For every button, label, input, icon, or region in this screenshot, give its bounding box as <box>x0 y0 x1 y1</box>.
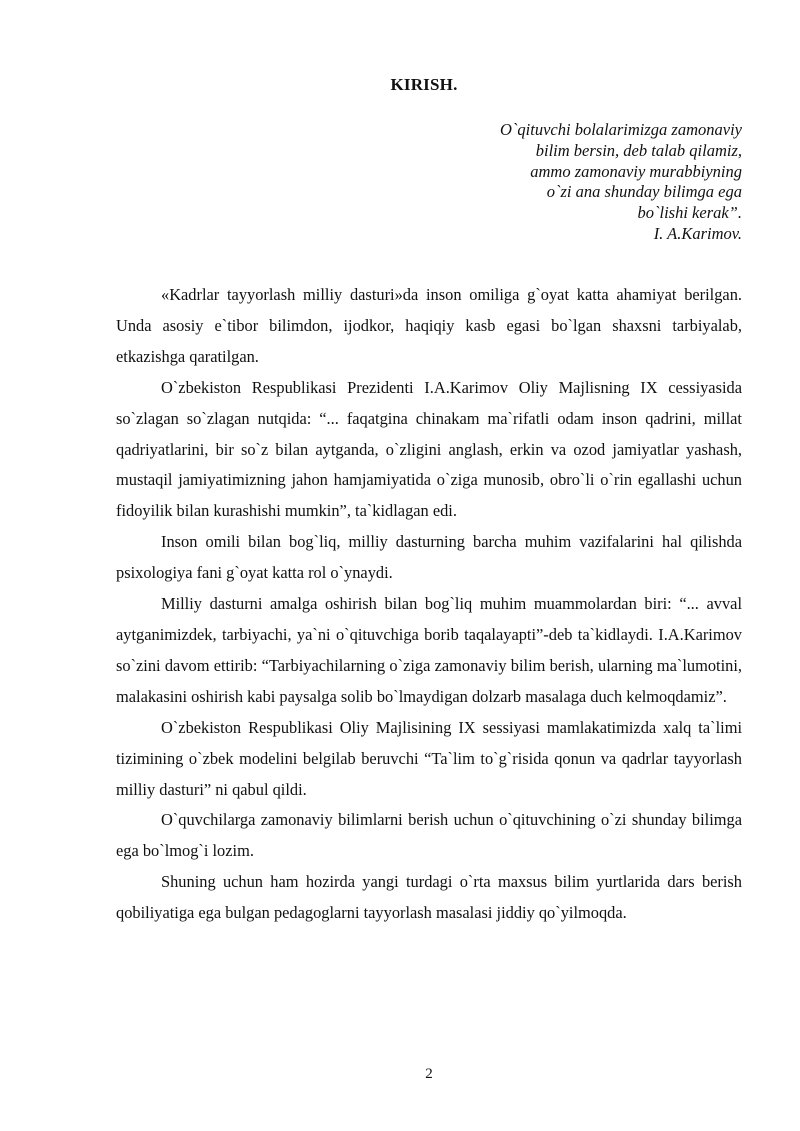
paragraph: Milliy dasturni amalga oshirish bilan bog`liq muhim muammolardan biri: “... avval aytganimizdek, tarbiyachi, ya`ni o`qituvchiga borib taqalayapti”-deb ta`kidlaydi. I.A.Karimov so`zini davom ettirib: “Tarbiyachilarning o`ziga zamonaviy bilim berish, ularning ma`lumotini, malakasini oshirish kabi paysalga solib bo`lmaydigan dolzarb masalaga duch kelmoqdamiz”. <box>116 594 742 706</box>
epigraph-line: bo`lishi kerak”. <box>637 203 742 223</box>
epigraph <box>322 120 742 245</box>
page-number: 2 <box>425 1066 433 1082</box>
epigraph-line: o`zi ana shunday bilimga ega <box>546 182 742 202</box>
paragraph: O`zbekiston Respublikasi Oliy Majlisining IX sessiyasi mamlakatimizda xalq ta`limi tizimining o`zbek modelini belgilab beruvchi “Ta`lim to`g`risida qonun va qadrlar tayyorlash milliy dasturi” ni qabul qildi. <box>116 717 742 799</box>
body-text <box>116 280 742 929</box>
paragraph: Shuning uchun ham hozirda yangi turdagi o`rta maxsus bilim yurtlarida dars berish qobiliyatiga ega bulgan pedagoglarni tayyorlash masalasi jiddiy qo`yilmoqda. <box>116 872 742 923</box>
epigraph-author: I. A.Karimov. <box>653 223 742 243</box>
paragraph: «Kadrlar tayyorlash milliy dasturi»da inson omiliga g`oyat katta ahamiyat berilgan. Unda asosiy e`tibor bilimdon, ijodkor, haqiqiy kasb egasi bo`lgan shaxsni tarbiyalab, etkazishga qaratilgan. <box>116 285 742 366</box>
paragraph: Inson omili bilan bog`liq, milliy dasturning barcha muhim vazifalarini hal qilishda psixologiya fani g`oyat katta rol o`ynaydi. <box>116 532 742 583</box>
epigraph-line: O`qituvchi bolalarimizga zamonaviy <box>500 120 742 139</box>
page-title: KIRISH. <box>390 75 458 94</box>
epigraph-line: ammo zamonaviy murabbiyning <box>530 161 742 181</box>
epigraph-line: bilim bersin, deb talab qilamiz, <box>535 140 742 160</box>
paragraph: O`quvchilarga zamonaviy bilimlarni berish uchun o`qituvchining o`zi shunday bilimga ega bo`lmog`i lozim. <box>116 810 742 861</box>
paragraph: O`zbekiston Respublikasi Prezidenti I.A.Karimov Oliy Majlisning IX cessiyasida so`zlagan so`zlagan nutqida: “... faqatgina chinakam ma`rifatli odam inson qadrini, millat qadriyatlarini, bir so`z bilan aytganda, o`zligini anglash, erkin va ozod jamiyatlar yashash, mustaqil jamiyatimizning jahon hamjamiyatida o`ziga munosib, obro`li o`rin egallashi uchun fidoyilik bilan kurashishi mumkin”, ta`kidlagan edi. <box>116 377 742 521</box>
